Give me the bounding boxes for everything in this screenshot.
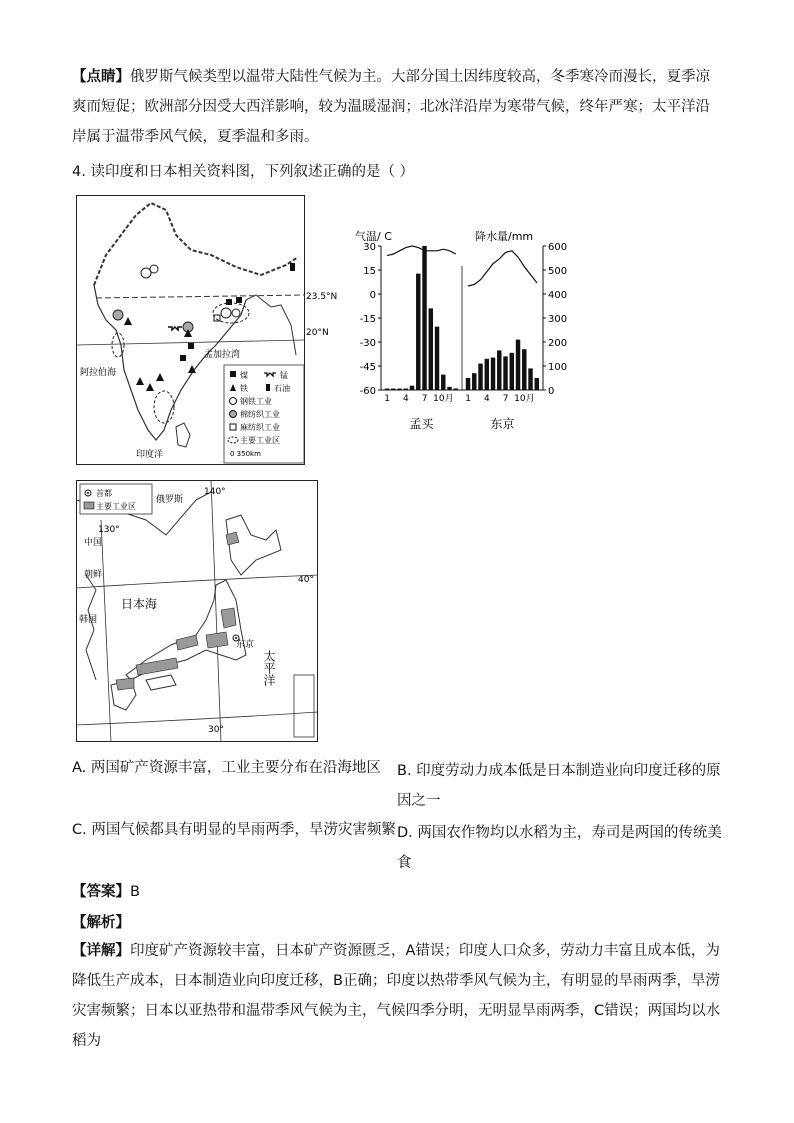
- legend-oil: 石油: [274, 384, 290, 393]
- dianjing-text: 俄罗斯气候类型以温带大陆性气候为主。大部分国土因纬度较高，冬季寒冷而漫长，夏季凉爽而短促；欧洲部分因受大西洋影响，较为温暖湿润；北冰洋沿岸为寒带气候，终年严寒；太平洋沿岸属于温带季风气候，夏季温和多雨。: [72, 69, 710, 145]
- precip-bar: [410, 386, 414, 390]
- lon-140-label: 140°: [204, 487, 226, 497]
- option-b-line1: [397, 756, 722, 816]
- china-label: 中国: [84, 538, 103, 548]
- legend-industrial-zone: 主要工业区: [240, 436, 280, 445]
- month-tick-label: 10月: [433, 394, 454, 404]
- month-tick-label: 1: [465, 394, 471, 404]
- dianjing-tag: 【点睛】: [72, 69, 130, 85]
- precip-bar: [385, 389, 389, 391]
- bay-label: 孟加拉湾: [204, 350, 241, 360]
- arabian-sea-label: 阿拉伯海: [80, 368, 117, 378]
- precip-bar: [391, 389, 395, 391]
- precip-bar: [528, 368, 532, 390]
- month-tick-label: 7: [421, 394, 428, 404]
- precip-bar: [510, 353, 514, 390]
- precip-bar: [503, 356, 507, 390]
- precip-bar: [472, 373, 476, 390]
- precip-tick-label: 300: [548, 314, 568, 325]
- scale-label: 0 350km: [230, 450, 261, 458]
- answer-tag: 【答案】: [72, 884, 130, 900]
- analysis-tag: 【解析】: [72, 915, 130, 931]
- month-tick-label: 4: [403, 394, 409, 404]
- precip-tick-label: 600: [548, 242, 568, 253]
- precip-bar: [441, 375, 445, 390]
- russia-label: 俄罗斯: [156, 495, 184, 505]
- north-korea-label: 朝鲜: [84, 570, 103, 580]
- lat-40-label: 40°: [298, 575, 314, 585]
- month-tick-label: 7: [502, 394, 509, 404]
- temp-tick-label: -45: [359, 362, 376, 373]
- temp-tick-label: 30: [363, 242, 376, 253]
- precip-bar: [466, 378, 470, 390]
- dianjing-paragraph: [72, 62, 722, 152]
- precip-bar: [435, 327, 439, 390]
- month-tick-label: 10月: [514, 394, 535, 404]
- legend-steel: 钢铁工业: [240, 397, 272, 406]
- precip-bar: [522, 349, 526, 390]
- precip-bar: [447, 387, 451, 390]
- japan-map: [76, 480, 318, 742]
- option-a: A. 两国矿产资源丰富，工业主要分布在沿海地区: [72, 760, 381, 776]
- temp-tick-label: 15: [363, 266, 376, 277]
- precip-bar: [429, 308, 433, 390]
- series-name: 东京: [490, 417, 515, 431]
- detail-tag: 【详解】: [72, 943, 130, 959]
- month-tick-label: 4: [484, 394, 490, 404]
- month-tick-label: 1: [384, 394, 390, 404]
- pacific-label: 太平洋: [262, 650, 276, 686]
- precip-tick-label: 400: [548, 290, 568, 301]
- tokyo-label: 东京: [236, 640, 255, 650]
- precip-bar: [404, 389, 408, 391]
- y-left-title: 气温/ C: [355, 230, 392, 243]
- option-d: D. 两国农作物均以水稻为主，寿司是两国的传统美食: [397, 825, 722, 871]
- temp-tick-label: -30: [359, 338, 376, 349]
- temperature-line: [468, 251, 537, 286]
- series-name: 孟买: [409, 417, 434, 431]
- precip-bar: [454, 389, 458, 391]
- legend-coal: 煤: [240, 371, 248, 380]
- lat-20-label: 20°N: [306, 328, 329, 338]
- precip-bar: [478, 364, 482, 390]
- lon-130-label: 130°: [98, 525, 120, 535]
- south-korea-label: 韩国: [79, 615, 98, 625]
- precip-bar: [416, 274, 420, 390]
- precip-bar: [397, 389, 401, 391]
- option-c: C. 两国气候都具有明显的旱雨两季，旱涝灾害频繁: [72, 822, 396, 838]
- legend-capital: 首都: [96, 489, 112, 498]
- detail-text: 印度矿产资源较丰富，日本矿产资源匮乏，A错误；印度人口众多，劳动力丰富且成本低，为降低生产成本，日本制造业向印度迁移，B正确；印度以热带季风气候为主，有明显的旱雨两季，旱涝灾害频繁；日本以亚热带和温带季风气候为主，气候四季分明，无明显旱雨两季，C错误；两国均以水稻为: [72, 943, 721, 1049]
- legend-iron: 铁: [240, 384, 248, 393]
- temp-tick-label: -60: [359, 386, 376, 397]
- climate-chart: [345, 228, 585, 433]
- answer-line: [72, 880, 140, 901]
- precip-bar: [485, 359, 489, 390]
- precip-bar: [491, 358, 495, 390]
- lat-30-label: 30°: [208, 725, 224, 735]
- legend-industrial-zone-jp: 主要工业区: [96, 502, 136, 511]
- question-stem: 4. 读印度和日本相关资料图，下列叙述正确的是（ ）: [72, 164, 415, 180]
- japan-legend: [80, 484, 152, 514]
- detail-paragraph: [72, 936, 722, 1056]
- indian-ocean-label: 印度洋: [136, 450, 164, 460]
- y-right-title: 降水量/mm: [475, 230, 534, 243]
- legend-cotton: 棉纺织工业: [240, 410, 280, 419]
- india-map: [76, 195, 338, 465]
- answer-value: B: [130, 884, 140, 900]
- precip-bar: [516, 340, 520, 390]
- temperature-line: [387, 246, 456, 256]
- precip-bar: [422, 246, 426, 390]
- precip-tick-label: 100: [548, 362, 568, 373]
- option-b: B. 印度劳动力成本低是日本制造业向印度迁移的原因之一: [397, 763, 721, 809]
- lat-23-label: 23.5°N: [306, 292, 338, 302]
- precip-bar: [535, 378, 539, 390]
- precip-tick-label: 0: [548, 386, 555, 397]
- legend-manganese: 锰: [280, 371, 288, 380]
- temp-tick-label: 0: [369, 290, 376, 301]
- india-legend: [224, 365, 304, 463]
- precip-bar: [497, 350, 501, 390]
- precip-tick-label: 500: [548, 266, 568, 277]
- temp-tick-label: -15: [359, 314, 376, 325]
- precip-tick-label: 200: [548, 338, 568, 349]
- legend-jute: 麻纺织工业: [240, 423, 280, 432]
- sea-of-japan-label: 日本海: [121, 597, 158, 611]
